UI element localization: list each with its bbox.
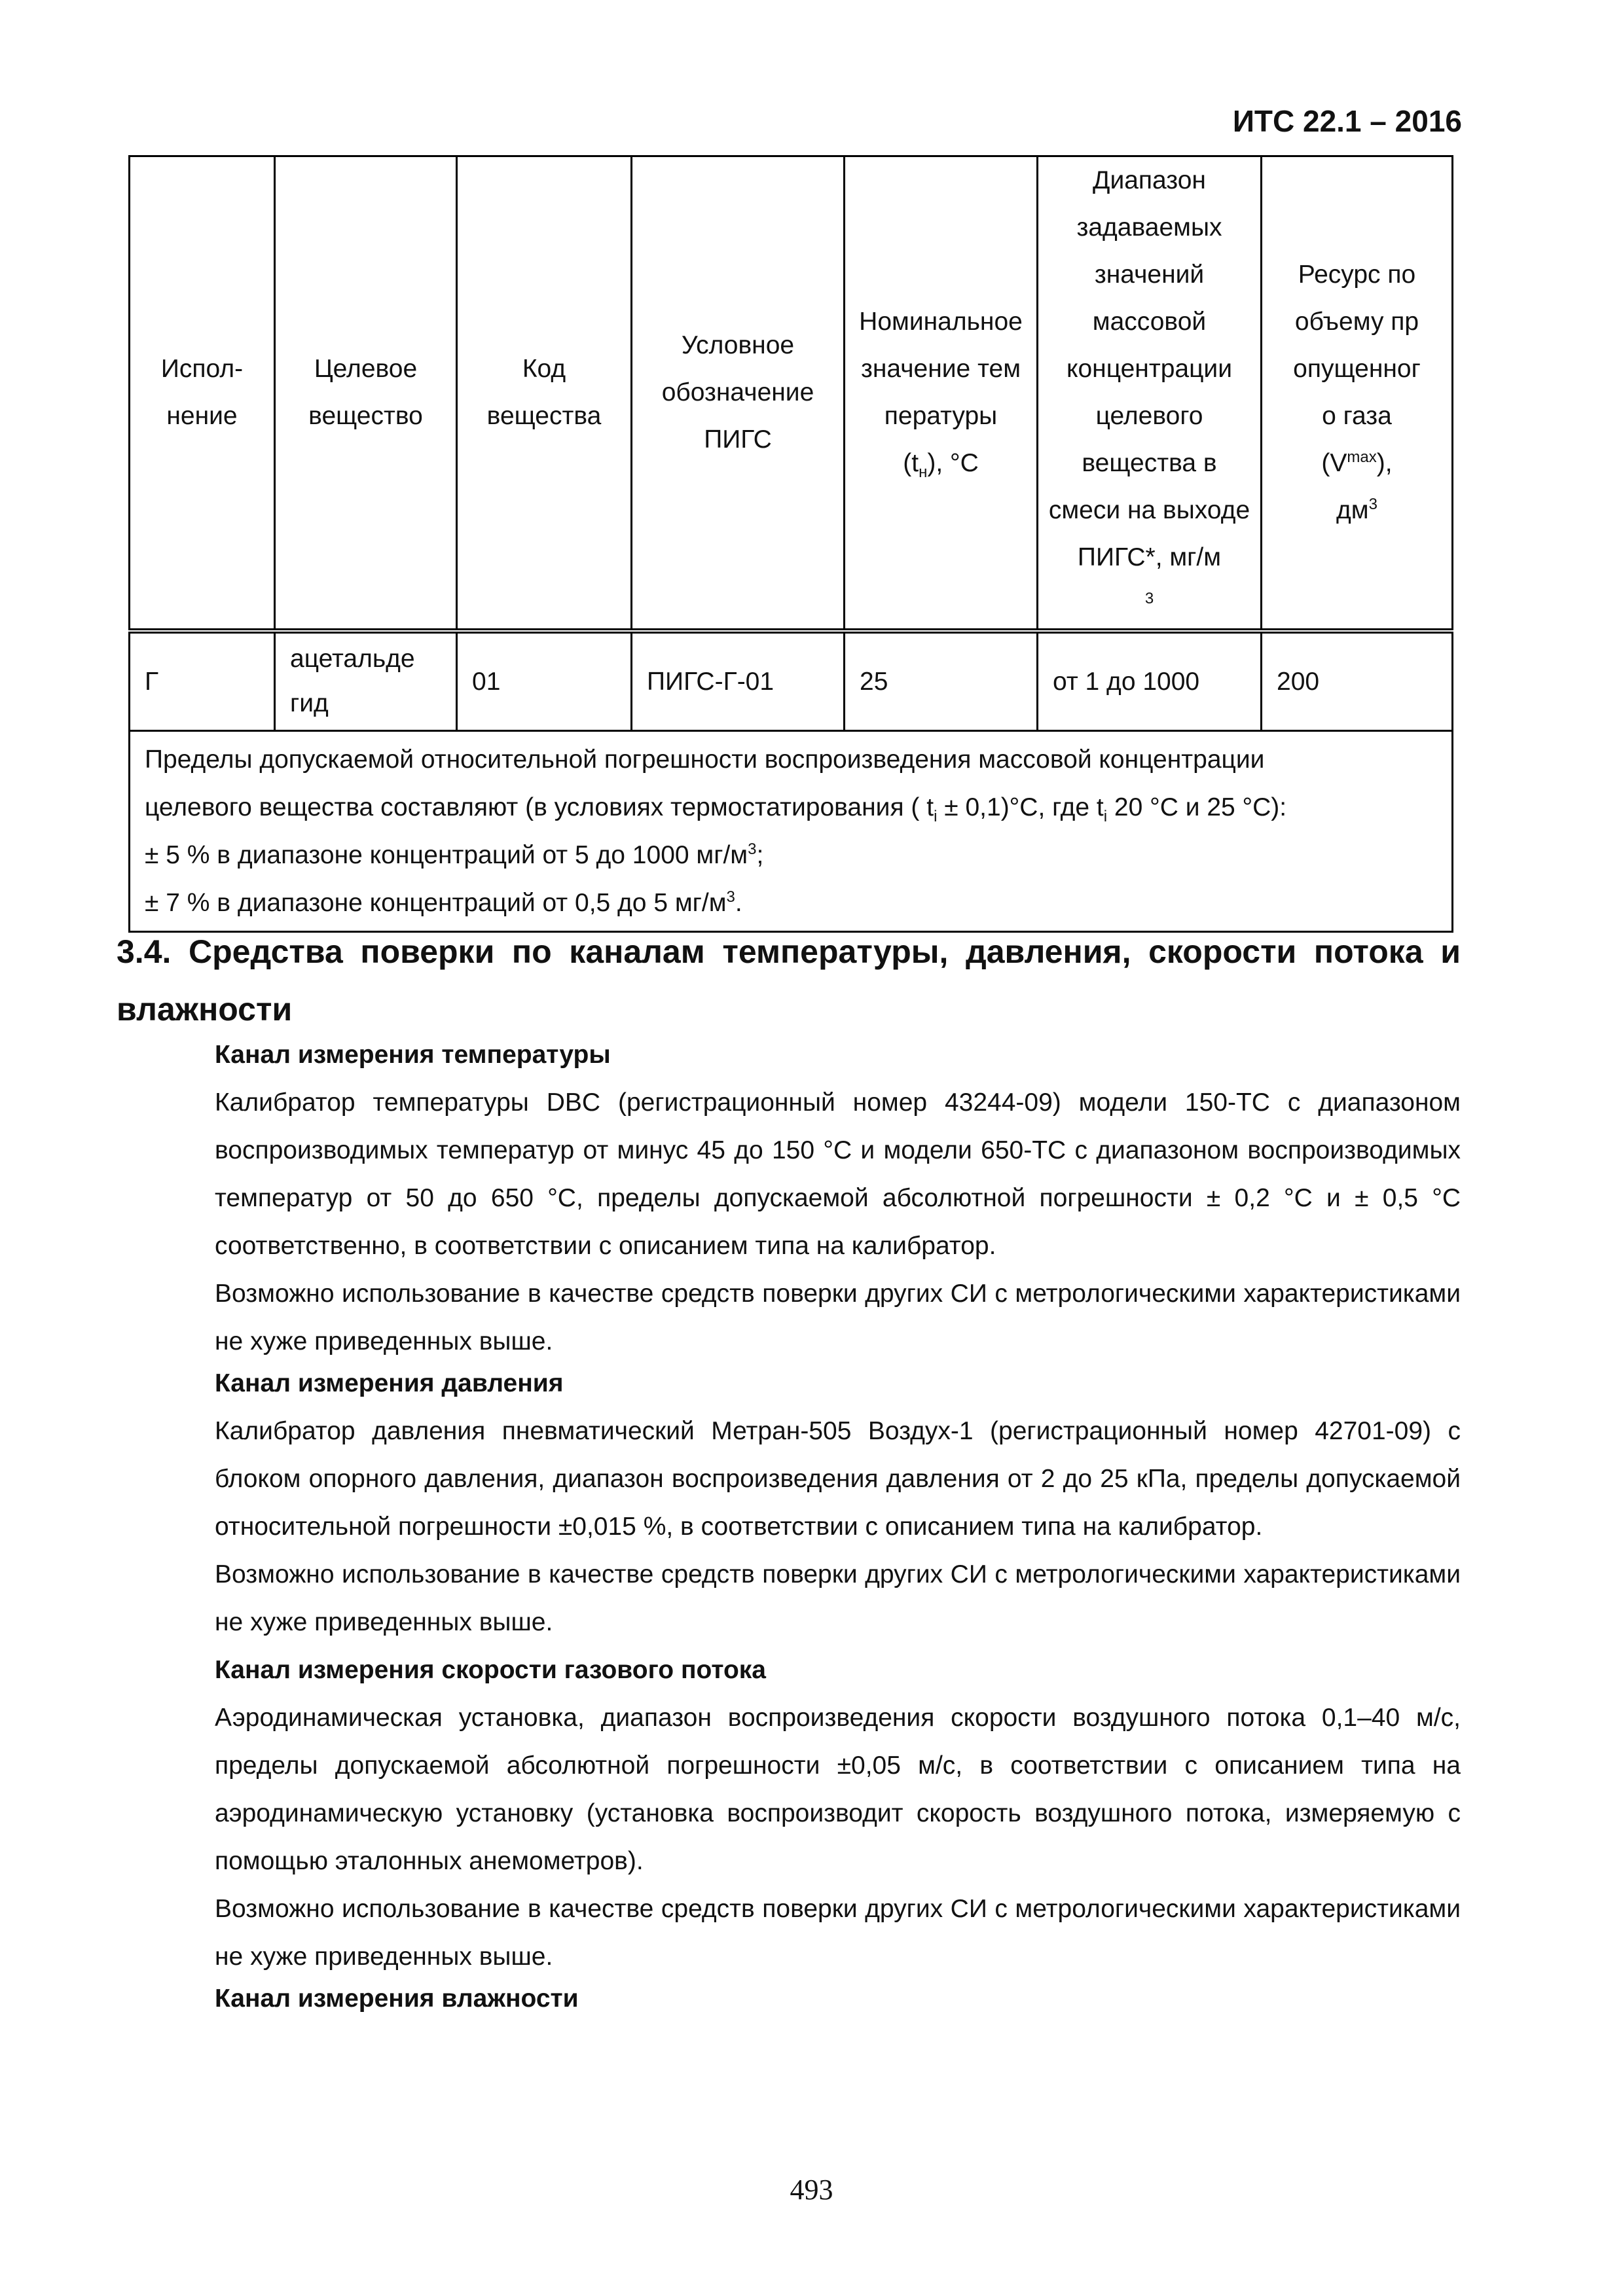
substance-table <box>128 155 1453 933</box>
volume-unit: дм <box>1336 496 1369 524</box>
cell-substance <box>275 631 457 731</box>
document-header: ИТС 22.1 – 2016 <box>1232 104 1462 138</box>
note-line-1: Пределы допускаемой относительной погрешности воспроизведения массовой концентрации <box>145 745 1265 774</box>
paragraph-text: Возможно использование в качестве средств поверки других СИ с метрологическими характеристиками не хуже приведенных выше. <box>215 1895 1461 1971</box>
note-text: ; <box>756 841 764 869</box>
cell-execution: Г <box>130 631 275 731</box>
cell-concentration: от 1 до 1000 <box>1038 631 1262 731</box>
note-sup: 3 <box>726 888 735 906</box>
cell-text: ацетальдегид <box>290 644 415 717</box>
vol-symbol-prefix: (V <box>1321 449 1347 477</box>
note-sub: i <box>934 807 938 825</box>
header-cell-designation <box>632 156 845 632</box>
paragraph-text: Возможно использование в качестве средств поверки других СИ с метрологическими характеристиками не хуже приведенных выше. <box>215 1560 1461 1636</box>
volume-symbol <box>1321 449 1392 477</box>
note-text: целевого вещества составляют (в условиях термостатирования ( t <box>145 793 934 821</box>
note-text: ± 7 % в диапазоне концентраций от 0,5 до 5 мг/м <box>145 889 727 917</box>
paragraph-text: Возможно использование в качестве средств поверки других СИ с метрологическими характеристиками не хуже приведенных выше. <box>215 1280 1461 1355</box>
note-line-2 <box>145 783 1437 831</box>
header-text: Испол-нение <box>160 355 244 430</box>
note-text: . <box>735 889 742 917</box>
temperature-paragraph-1 <box>117 1079 1461 1270</box>
header-text: Код вещества <box>486 355 602 430</box>
table-row <box>130 631 1453 731</box>
header-cell-code <box>457 156 632 632</box>
cell-temperature: 25 <box>845 631 1038 731</box>
vol-symbol-suffix: ), <box>1376 449 1393 477</box>
temp-symbol-sub: н <box>919 463 928 481</box>
table-note <box>130 731 1453 932</box>
paragraph-text: Калибратор температуры DBC (регистрационный номер 43244-09) модели 150-ТС с диапазоном воспроизводимых температур от минус 45 до 150 °С и модели 650-ТС с диапазоном воспроизводимых температур от 50 до 650 °С, пределы допускаемой абсолютной погрешности ± 0,2 °С и ± 0,5 °С соответственно, в соответствии с описанием типа на калибратор. <box>215 1088 1461 1260</box>
note-text: ± 0,1)°С, где t <box>937 793 1104 821</box>
note-line-3 <box>145 831 1437 879</box>
paragraph-text: Калибратор давления пневматический Метран-505 Воздух-1 (регистрационный номер 42701-09) с блоком опорного давления, диапазон воспроизведения давления от 2 до 25 кПа, пределы допускаемой относительной погрешности ±0,015 %, в соответствии с описанием типа на калибратор. <box>215 1417 1461 1541</box>
cell-resource: 200 <box>1262 631 1453 731</box>
pressure-heading: Канал измерения давления <box>215 1369 564 1397</box>
volume-unit-sup: 3 <box>1368 495 1377 513</box>
header-text: Целевое вещество <box>308 355 423 430</box>
concentration-unit-sup: 3 <box>1144 590 1154 607</box>
cell-code: 01 <box>457 631 632 731</box>
section-title: 3.4. Средства поверки по каналам температуры, давления, скорости потока и влажности <box>117 933 1461 1028</box>
temp-symbol-prefix: (t <box>903 449 919 477</box>
pressure-paragraph-1 <box>117 1407 1461 1551</box>
flow-paragraph-2 <box>117 1885 1461 1981</box>
note-text: ± 5 % в диапазоне концентраций от 5 до 1000 мг/м <box>145 841 748 869</box>
header-text: Диапазон задаваемых значений массовой концентрации целевого вещества в смеси на выходе ПИГС*, мг/м <box>1048 166 1250 571</box>
note-sub: i <box>1103 807 1108 825</box>
humidity-heading: Канал измерения влажности <box>215 1984 579 2013</box>
header-cell-resource <box>1262 156 1453 632</box>
note-text: 20 °С и 25 °С): <box>1107 793 1287 821</box>
note-line-4 <box>145 879 1437 927</box>
flow-heading: Канал измерения скорости газового потока <box>215 1656 766 1684</box>
flow-paragraph-1 <box>117 1694 1461 1885</box>
table-note-row <box>130 731 1453 932</box>
cell-designation: ПИГС-Г-01 <box>632 631 845 731</box>
header-cell-temperature <box>845 156 1038 632</box>
temperature-heading: Канал измерения температуры <box>215 1041 611 1069</box>
header-cell-concentration <box>1038 156 1262 632</box>
note-sup: 3 <box>748 840 757 858</box>
vol-symbol-sup: max <box>1347 448 1377 466</box>
header-cell-substance <box>275 156 457 632</box>
paragraph-text: Аэродинамическая установка, диапазон воспроизведения скорости воздушного потока 0,1–40 м/с, пределы допускаемой абсолютной погрешности ±0,05 м/с, в соответствии с описанием типа на аэродинамическую установку (установка воспроизводит скорость воздушного потока, измеряемую с помощью эталонных анемометров). <box>215 1704 1461 1875</box>
temperature-paragraph-2 <box>117 1270 1461 1365</box>
page-number: 493 <box>790 2174 833 2206</box>
pressure-paragraph-2 <box>117 1551 1461 1646</box>
header-text: Номинальное значение температуры <box>859 308 1023 430</box>
table-header-row <box>130 156 1453 632</box>
temperature-symbol <box>903 449 979 481</box>
header-text: Ресурс по объему пропущенного газа <box>1293 260 1421 430</box>
header-text: Условное обозначение ПИГС <box>661 331 814 454</box>
temp-symbol-suffix: ), °C <box>927 449 979 477</box>
header-cell-execution <box>130 156 275 632</box>
